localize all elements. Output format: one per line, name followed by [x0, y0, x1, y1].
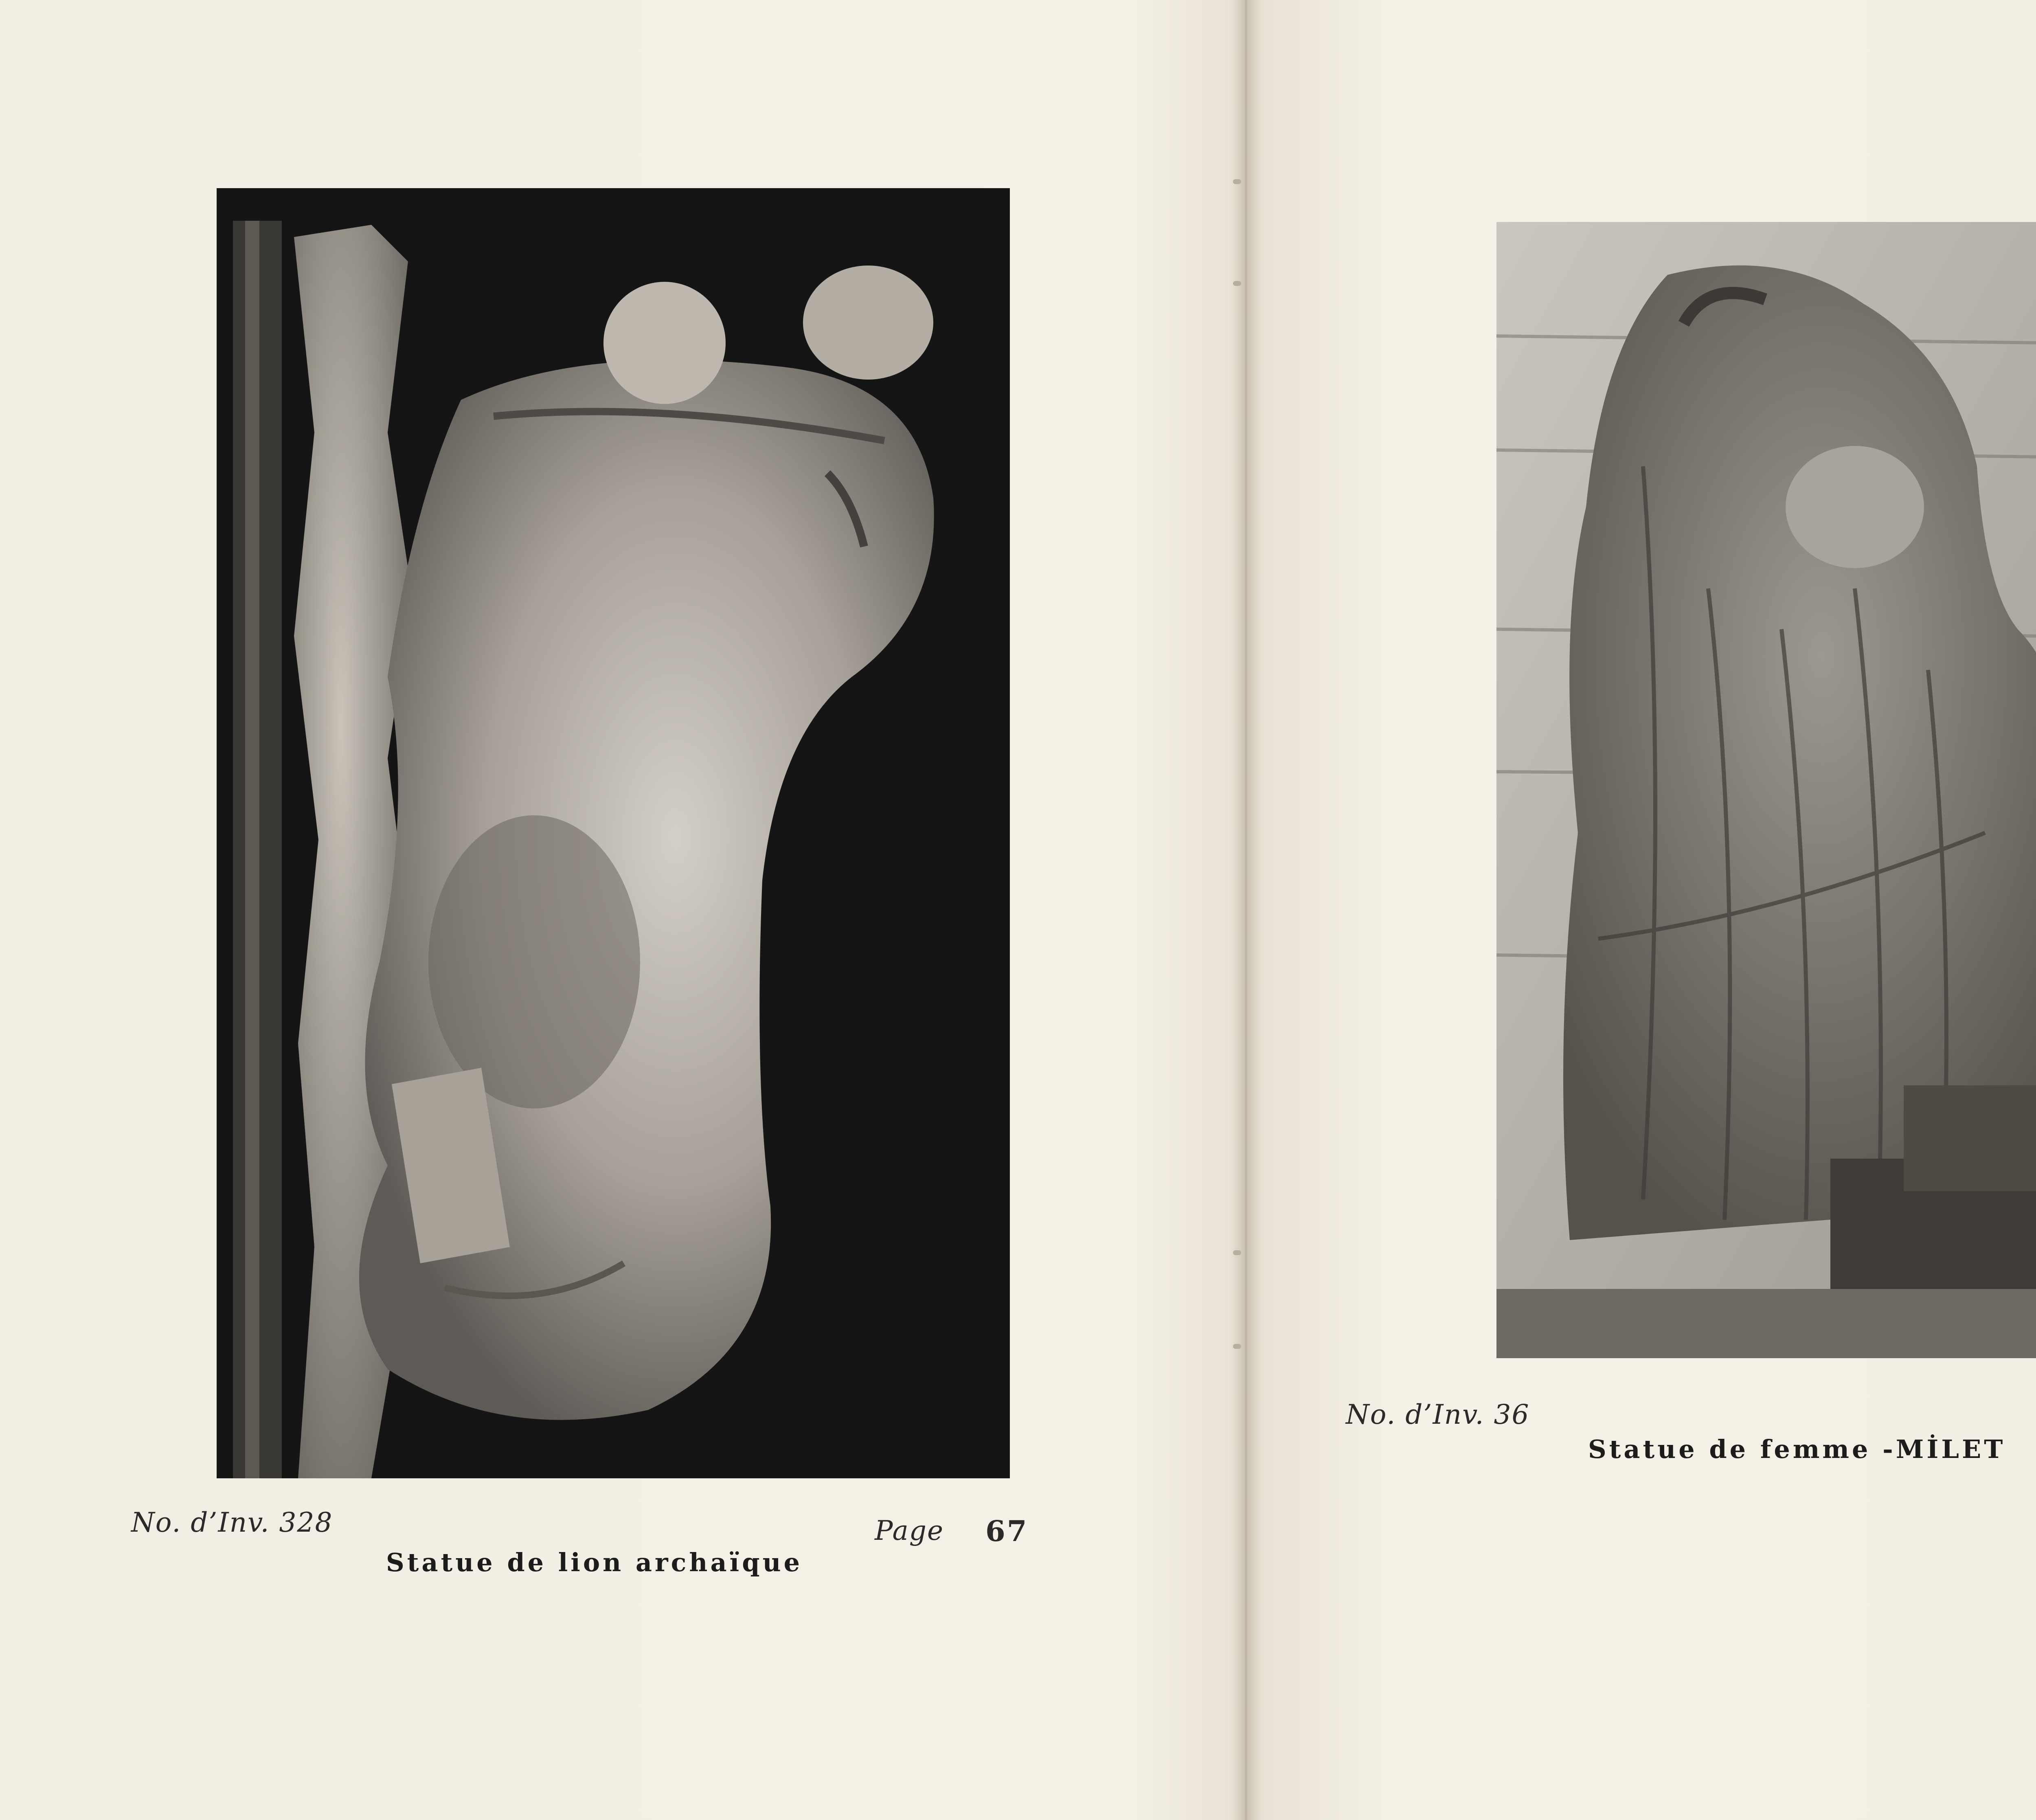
figure-caption: Statue de lion archaïque	[386, 1548, 803, 1577]
figure-caption: Statue de femme -MİLET	[1588, 1434, 2006, 1464]
femme-statue-photo	[1496, 222, 2036, 1358]
femme-statue-image	[1496, 222, 2036, 1358]
right-page	[1246, 0, 2036, 1820]
inventory-number: No. d’Inv. 36	[1346, 1399, 1530, 1430]
page-label: Page	[875, 1515, 944, 1546]
lion-statue-photo	[217, 188, 1010, 1478]
inventory-number: No. d’Inv. 328	[131, 1507, 333, 1538]
lion-statue-image	[217, 188, 1010, 1478]
page-number: 67	[985, 1514, 1029, 1548]
